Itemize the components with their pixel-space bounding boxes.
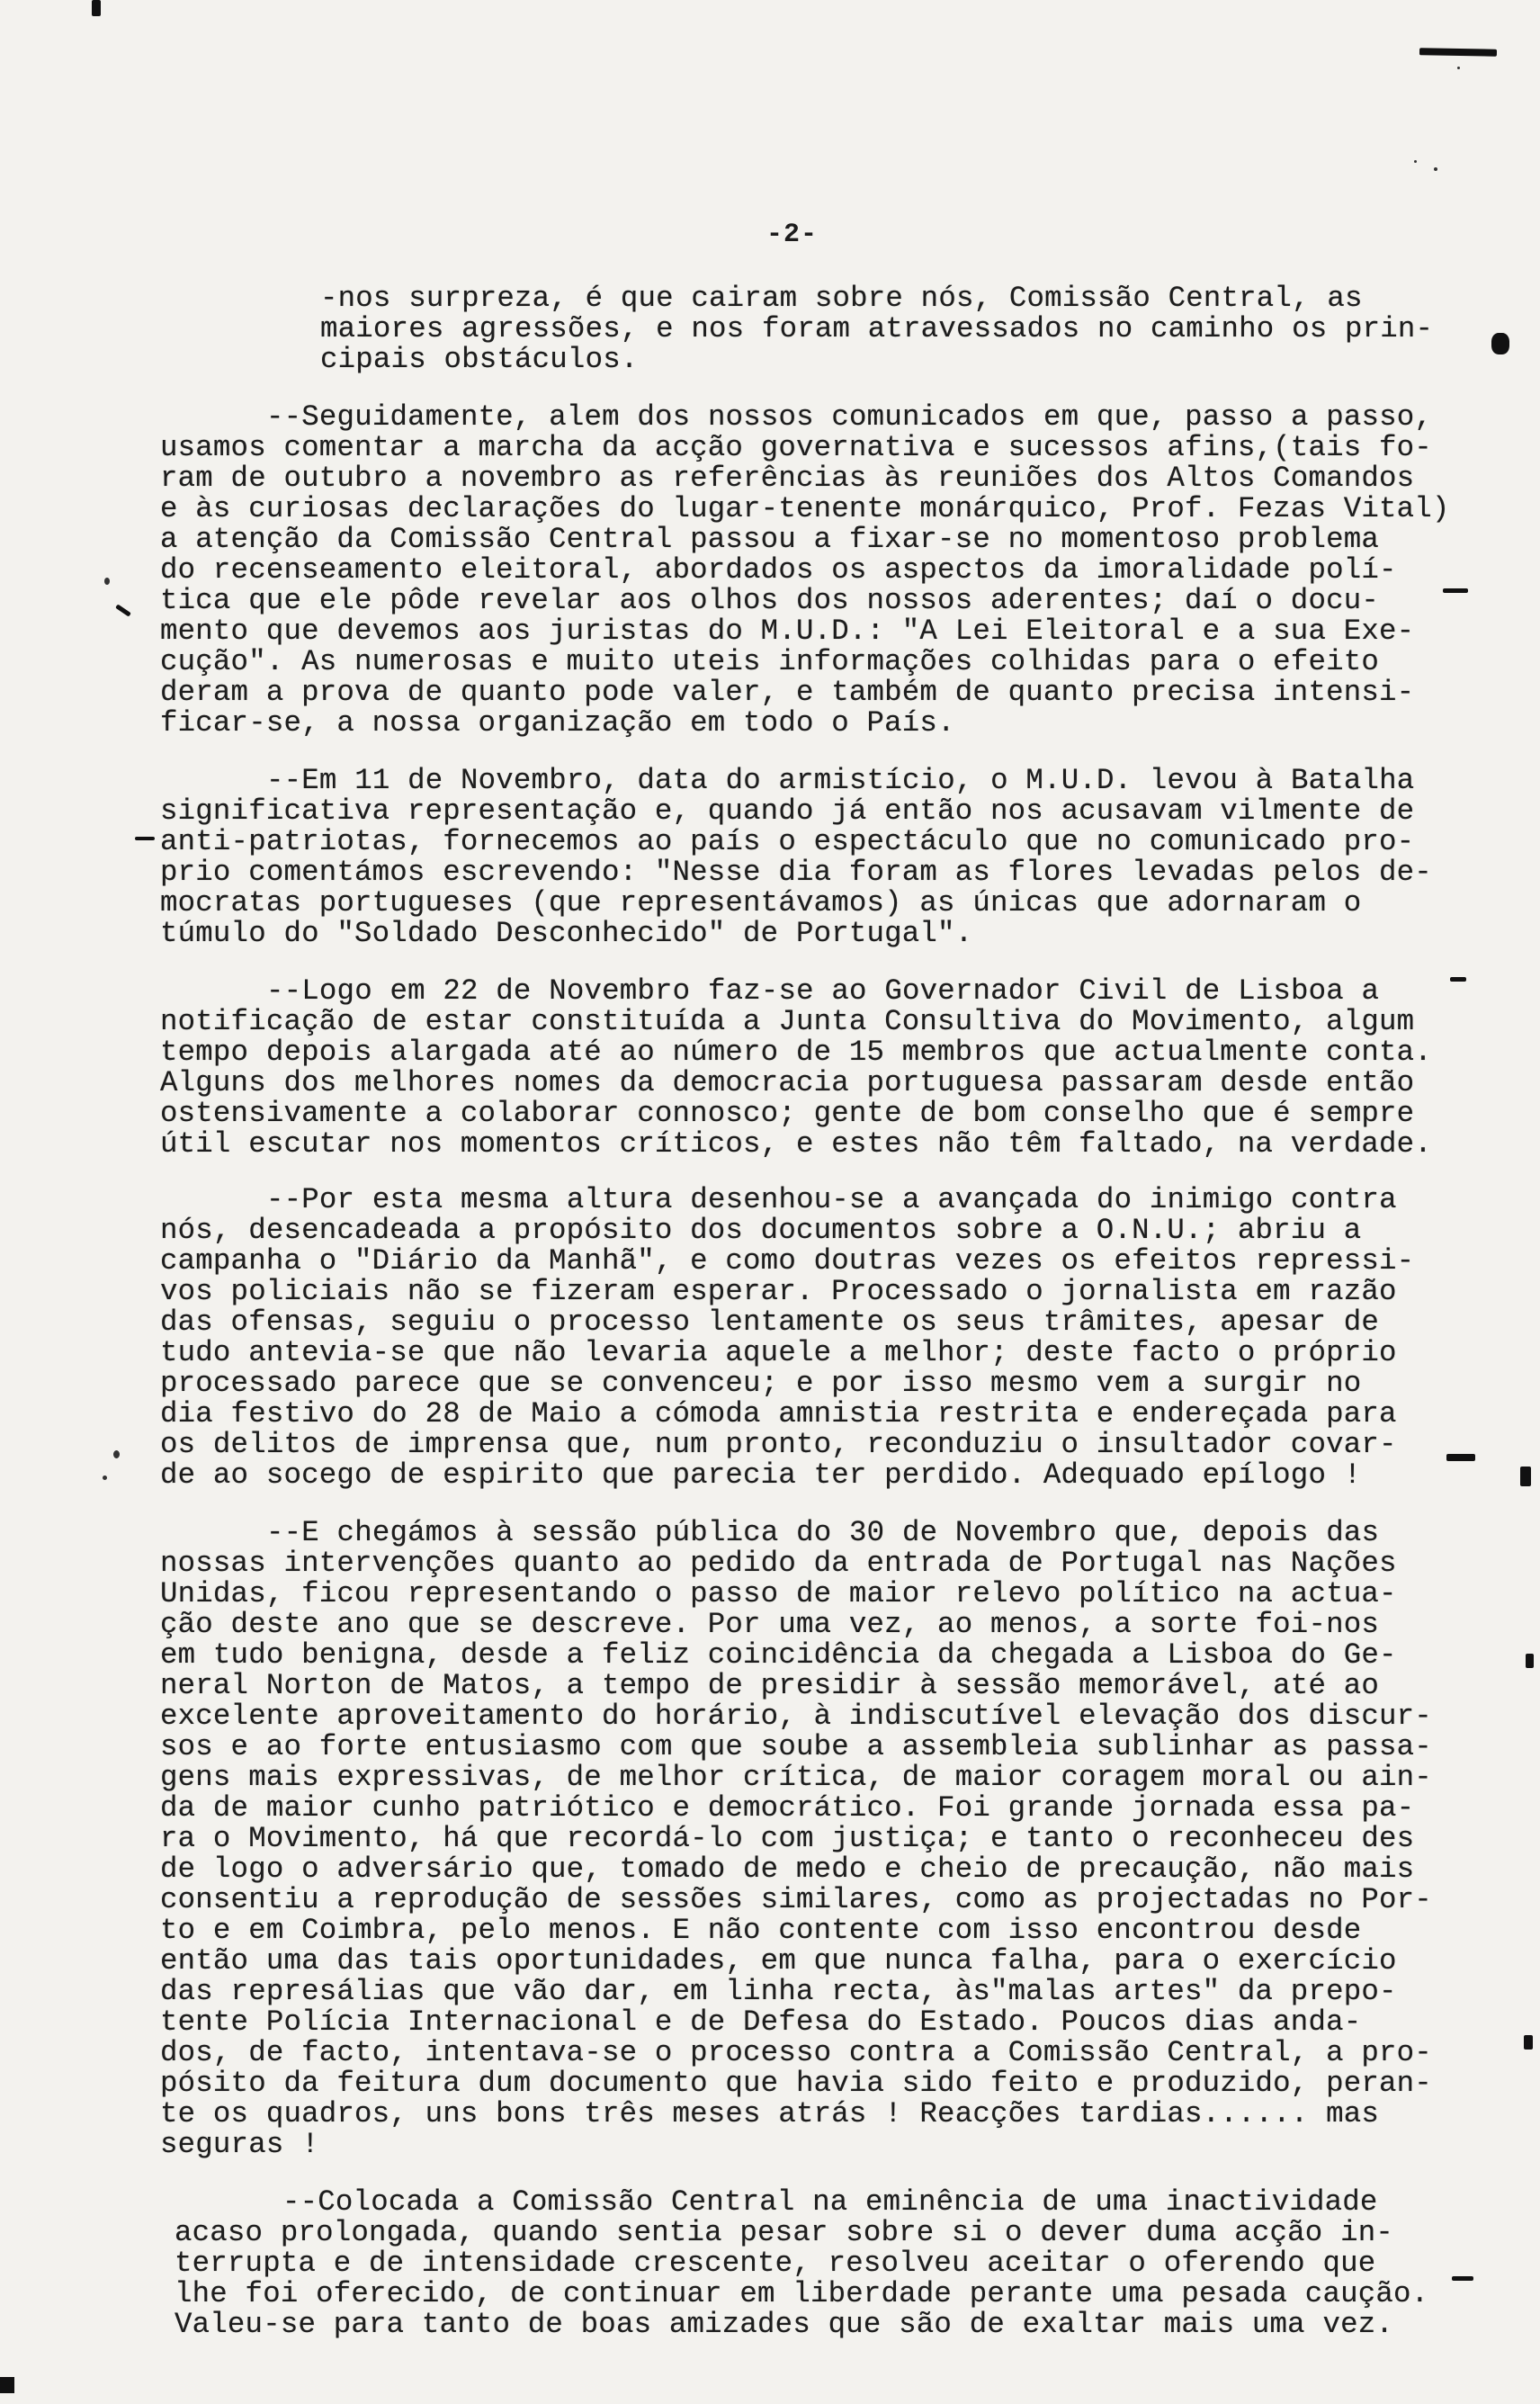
text-line: de ao socego de espirito que parecia ter perdido. Adequado epílogo !	[160, 1458, 1362, 1492]
right-margin-mark	[1452, 2276, 1473, 2281]
text-line: lhe foi oferecido, de continuar em liberdade perante uma pesada caução.	[175, 2277, 1429, 2310]
text-line: deram a prova de quanto pode valer, e também de quanto precisa intensi-	[160, 676, 1415, 709]
text-line: sos e ao forte entusiasmo com que soube a assembleia sublinhar as passa-	[160, 1730, 1432, 1763]
text-line: usamos comentar a marcha da acção governativa e sucessos afins,(tais fo-	[160, 431, 1432, 464]
scan-speck	[1457, 67, 1460, 69]
text-line: --E chegámos à sessão pública do 30 de Novembro que, depois das	[266, 1516, 1380, 1549]
text-line: em tudo benigna, desde a feliz coincidência da chegada a Lisboa do Ge-	[160, 1638, 1397, 1672]
text-line: Valeu-se para tanto de boas amizades que são de exaltar mais uma vez.	[175, 2308, 1393, 2341]
top-right-stroke-mark	[1419, 48, 1497, 56]
text-line: acaso prolongada, quando sentia pesar sobre si o dever duma acção in-	[175, 2216, 1393, 2249]
text-line: prio comentámos escrevendo: "Nesse dia foram as flores levadas pelos de-	[160, 856, 1432, 889]
scan-speck	[1434, 167, 1437, 171]
scan-speck	[103, 1476, 107, 1480]
top-left-corner-mark	[92, 0, 101, 16]
right-margin-mark	[1520, 1467, 1531, 1486]
text-line: de logo o adversário que, tomado de medo e cheio de precaução, não mais	[160, 1852, 1415, 1886]
right-margin-mark	[1491, 333, 1509, 354]
text-line: ram de outubro a novembro as referências às reuniões dos Altos Comandos	[160, 462, 1415, 495]
scan-speck	[113, 1450, 120, 1458]
text-line: dos, de facto, intentava-se o processo contra a Comissão Central, a pro-	[160, 2036, 1432, 2069]
text-line: e às curiosas declarações do lugar-tenente monárquico, Prof. Fezas Vital)	[160, 492, 1450, 525]
text-line: a atenção da Comissão Central passou a fixar-se no momentoso problema	[160, 523, 1379, 556]
text-line: cipais obstáculos.	[320, 343, 639, 376]
text-line: tudo antevia-se que não levaria aquele a melhor; deste facto o próprio	[160, 1336, 1397, 1369]
right-margin-mark	[1443, 588, 1468, 593]
text-line: notificação de estar constituída a Junta Consultiva do Movimento, algum	[160, 1005, 1415, 1038]
text-line: os delitos de imprensa que, num pronto, reconduziu o insultador covar-	[160, 1428, 1397, 1461]
right-margin-mark	[1524, 2035, 1533, 2050]
text-line: processado parece que se convenceu; e por isso mesmo vem a surgir no	[160, 1367, 1362, 1400]
text-line: seguras !	[160, 2128, 319, 2161]
text-line: ção deste ano que se descreve. Por uma vez, ao menos, a sorte foi-nos	[160, 1608, 1379, 1641]
text-line: gens mais expressivas, de melhor crítica, de maior coragem moral ou ain-	[160, 1761, 1432, 1794]
text-line: das represálias que vão dar, em linha recta, às"malas artes" da prepo-	[160, 1975, 1397, 2008]
text-line: consentiu a reprodução de sessões similares, como as projectadas no Por-	[160, 1883, 1432, 1916]
scan-speck	[104, 578, 110, 585]
text-line: então uma das tais oportunidades, em que nunca falha, para o exercício	[160, 1944, 1397, 1978]
text-line: nós, desencadeada a propósito dos documentos sobre a O.N.U.; abriu a	[160, 1214, 1362, 1247]
text-line: nossas intervenções quanto ao pedido da entrada de Portugal nas Nações	[160, 1547, 1397, 1580]
text-line: -nos surpreza, é que cairam sobre nós, Comissão Central, as	[320, 282, 1363, 315]
text-line: ostensivamente a colaborar connosco; gente de bom conselho que é sempre	[160, 1097, 1415, 1130]
right-margin-mark	[1526, 1654, 1534, 1668]
text-line: excelente aproveitamento do horário, à indiscutível elevação dos discur-	[160, 1700, 1432, 1733]
text-line: to e em Coimbra, pelo menos. E não contente com isso encontrou desde	[160, 1914, 1362, 1947]
text-line: mocratas portugueses (que representávamos) as únicas que adornaram o	[160, 886, 1362, 919]
text-line: neral Norton de Matos, a tempo de presidir à sessão memorável, até ao	[160, 1669, 1379, 1702]
left-margin-mark	[135, 837, 155, 840]
text-line: Unidas, ficou representando o passo de maior relevo político na actua-	[160, 1577, 1397, 1610]
right-margin-mark	[1450, 977, 1466, 982]
text-line: dia festivo do 28 de Maio a cómoda amnistia restrita e endereçada para	[160, 1397, 1397, 1431]
text-line: tempo depois alargada até ao número de 15 membros que actualmente conta.	[160, 1036, 1432, 1069]
text-line: útil escutar nos momentos críticos, e estes não têm faltado, na verdade.	[160, 1127, 1432, 1161]
text-line: te os quadros, uns bons três meses atrás ! Reacções tardias...... mas	[160, 2097, 1379, 2130]
text-line: --Logo em 22 de Novembro faz-se ao Governador Civil de Lisboa a	[266, 974, 1380, 1008]
text-line: significativa representação e, quando já então nos acusavam vilmente de	[160, 794, 1415, 828]
bottom-left-corner-mark	[0, 2377, 14, 2393]
text-line: --Em 11 de Novembro, data do armistício, o M.U.D. levou à Batalha	[266, 764, 1415, 797]
text-line: campanha o "Diário da Manhã", e como doutras vezes os efeitos repressi-	[160, 1244, 1415, 1278]
page-number: -2-	[766, 220, 819, 250]
right-margin-mark	[1446, 1454, 1475, 1461]
text-line: vos policiais não se fizeram esperar. Processado o jornalista em razão	[160, 1275, 1397, 1308]
text-line: mento que devemos aos juristas do M.U.D.: "A Lei Eleitoral e a sua Exe-	[160, 614, 1415, 648]
scan-speck	[1414, 160, 1417, 163]
text-line: da de maior cunho patriótico e democrático. Foi grande jornada essa pa-	[160, 1791, 1415, 1825]
text-line: --Seguidamente, alem dos nossos comunicados em que, passo a passo,	[266, 400, 1433, 434]
text-line: do recenseamento eleitoral, abordados os aspectos da imoralidade polí-	[160, 553, 1397, 587]
text-line: túmulo do "Soldado Desconhecido" de Portugal".	[160, 917, 973, 950]
text-line: das ofensas, seguiu o processo lentamente os seus trâmites, apesar de	[160, 1305, 1379, 1339]
text-line: tica que ele pôde revelar aos olhos dos nossos aderentes; daí o docu-	[160, 584, 1379, 617]
text-line: cução". As numerosas e muito uteis informações colhidas para o efeito	[160, 645, 1379, 678]
text-line: anti-patriotas, fornecemos ao país o espectáculo que no comunicado pro-	[160, 825, 1415, 858]
text-line: pósito da feitura dum documento que havia sido feito e produzido, peran-	[160, 2067, 1432, 2100]
text-line: terrupta e de intensidade crescente, resolveu aceitar o oferendo que	[175, 2247, 1376, 2280]
text-line: ficar-se, a nossa organização em todo o País.	[160, 706, 955, 740]
text-line: ra o Movimento, há que recordá-lo com justiça; e tanto o reconheceu des	[160, 1822, 1415, 1855]
text-line: --Colocada a Comissão Central na eminência de uma inactividade	[282, 2185, 1378, 2219]
text-line: tente Polícia Internacional e de Defesa do Estado. Poucos dias anda-	[160, 2005, 1362, 2039]
text-line: maiores agressões, e nos foram atravessados no caminho os prin-	[320, 312, 1434, 345]
text-line: Alguns dos melhores nomes da democracia portuguesa passaram desde então	[160, 1066, 1415, 1099]
text-line: --Por esta mesma altura desenhou-se a avançada do inimigo contra	[266, 1183, 1397, 1216]
